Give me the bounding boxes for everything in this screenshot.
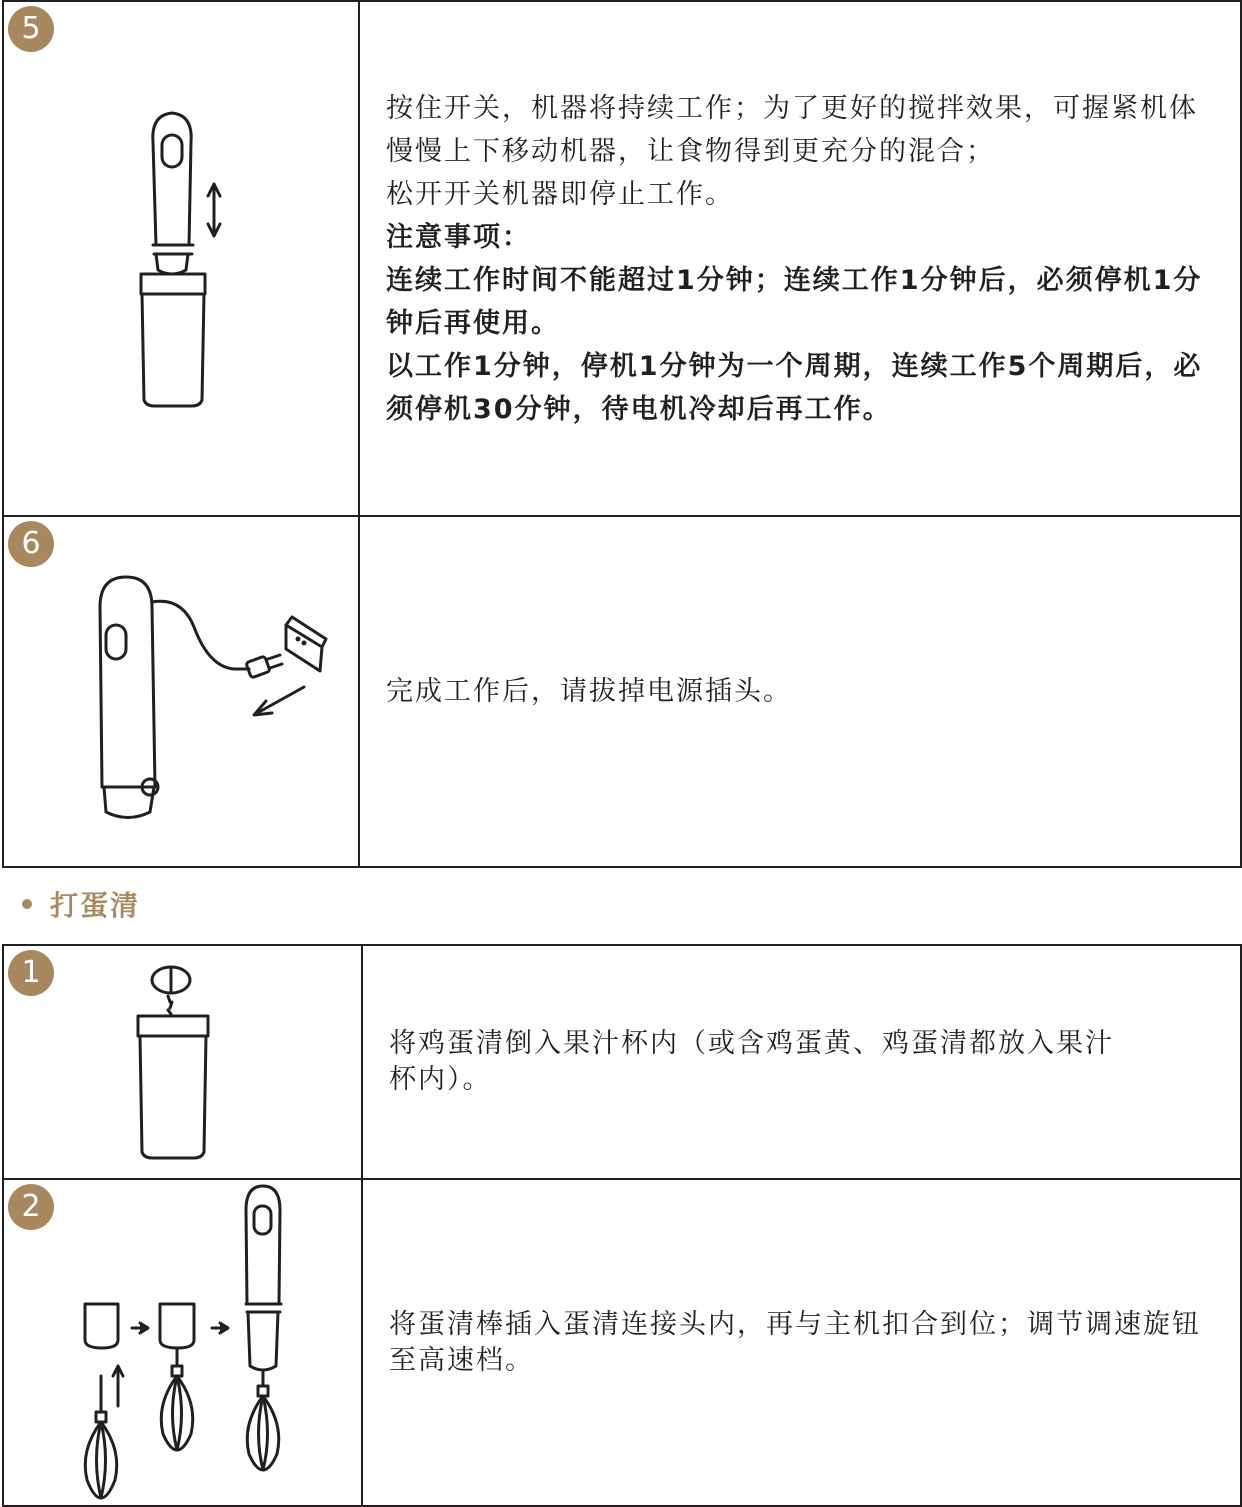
caution-paragraph: 连续工作时间不能超过1分钟；连续工作1分钟后，必须停机1分钟后再使用。 — [386, 264, 1203, 339]
instruction-text-cell — [363, 946, 1240, 1178]
blender-in-cup-up-down-icon — [4, 2, 360, 515]
instruction-paragraph: 将蛋清棒插入蛋清连接头内，再与主机扣合到位；调节调速旋钮至高速档。 — [389, 1308, 1201, 1376]
illustration-cell — [4, 946, 363, 1178]
unplug-power-icon — [4, 517, 360, 866]
table-row-step-2 — [2, 1178, 1242, 1507]
step-badge: 6 — [8, 521, 54, 567]
instruction-text-cell — [360, 517, 1240, 866]
table-row-step-1 — [2, 944, 1242, 1180]
instruction-text-cell — [360, 2, 1240, 515]
egg-into-cup-icon — [4, 946, 363, 1178]
section-heading — [22, 884, 140, 924]
instruction-table-bottom — [2, 944, 1242, 1507]
instruction-text — [389, 1026, 1222, 1098]
illustration-cell — [4, 2, 360, 515]
table-row-step-5 — [2, 0, 1242, 517]
table-row-step-6 — [2, 515, 1242, 868]
instruction-text — [386, 87, 1222, 431]
step-badge: 1 — [8, 950, 54, 996]
bullet-dot-icon — [22, 899, 32, 909]
instruction-paragraph: 按住开关，机器将持续工作；为了更好的搅拌效果，可握紧机体慢慢上下移动机器，让食物得到更充分的混合； — [386, 92, 1198, 167]
instruction-paragraph: 将鸡蛋清倒入果汁杯内（或含鸡蛋黄、鸡蛋清都放入果汁杯内）。 — [389, 1028, 1114, 1095]
instruction-table-top — [2, 0, 1242, 868]
instruction-text — [389, 1307, 1222, 1379]
whisk-assembly-icon — [4, 1180, 363, 1505]
instruction-text-cell — [363, 1180, 1240, 1505]
illustration-cell — [4, 517, 360, 866]
instruction-paragraph: 完成工作后，请拔掉电源插头。 — [386, 676, 792, 707]
illustration-cell — [4, 1180, 363, 1505]
caution-paragraph: 以工作1分钟，停机1分钟为一个周期，连续工作5个周期后，必须停机30分钟，待电机冷却后再工作。 — [386, 350, 1203, 425]
step-badge: 2 — [8, 1184, 54, 1230]
section-title: 打蛋清 — [50, 889, 141, 922]
instruction-paragraph: 松开开关机器即停止工作。 — [386, 178, 734, 210]
instruction-text — [386, 670, 792, 713]
step-badge: 5 — [8, 6, 54, 52]
caution-heading: 注意事项： — [386, 221, 531, 253]
